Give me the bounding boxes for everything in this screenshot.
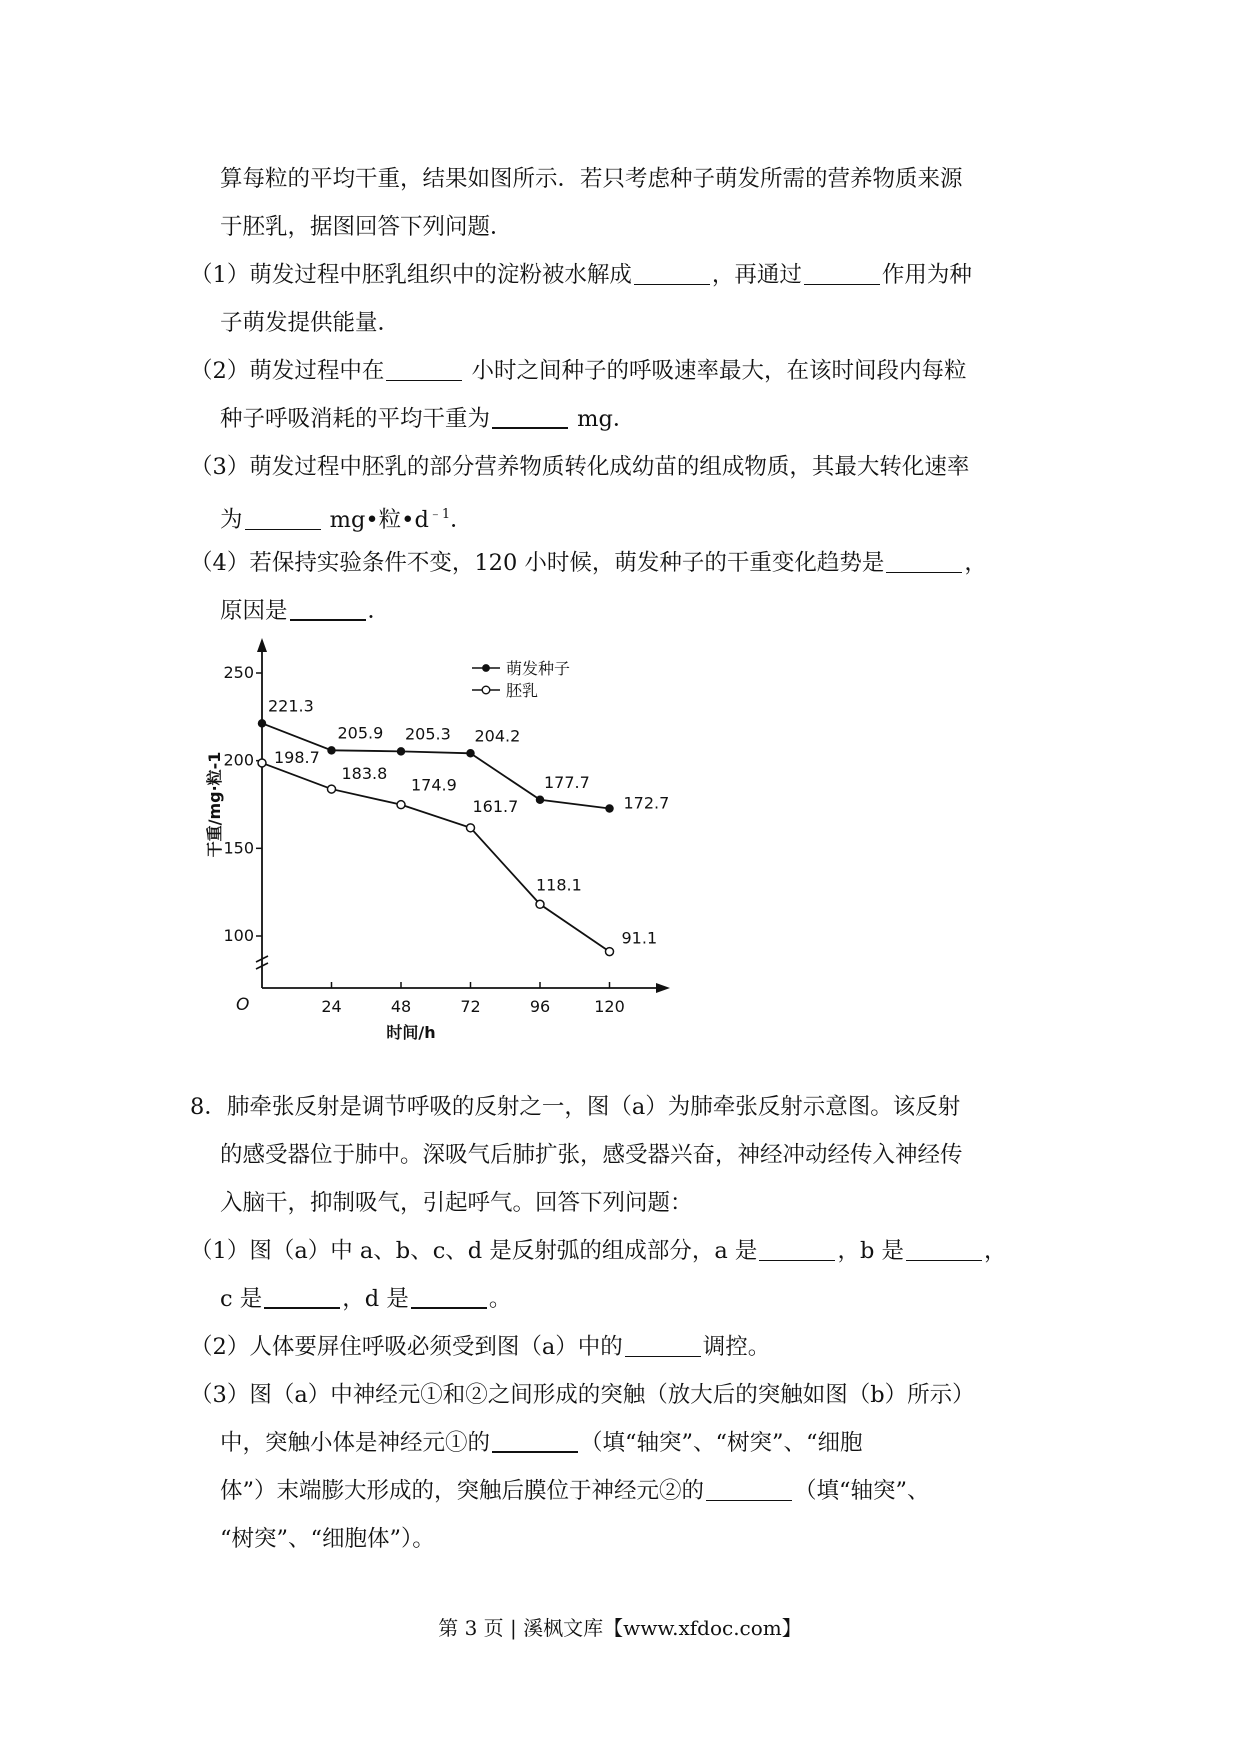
y-tick-label: 150 bbox=[223, 838, 254, 858]
data-label: 161.7 bbox=[472, 796, 519, 816]
text-line: 为 mg•粒$•d^{﹣1}$． bbox=[220, 507, 473, 533]
y-tick-label: 250 bbox=[223, 663, 254, 682]
data-point bbox=[397, 801, 405, 809]
answer-blank[interactable] bbox=[906, 1240, 982, 1261]
answer-blank[interactable] bbox=[625, 1336, 701, 1357]
text-line: “树突”、“细胞体”）。 bbox=[220, 1526, 435, 1552]
data-point bbox=[467, 750, 474, 757]
question-3: （3）萌发过程中胚乳的部分营养物质转化成幼苗的组成物质，其最大转化速率 bbox=[190, 454, 970, 480]
answer-blank[interactable] bbox=[804, 264, 880, 285]
superscript: ﹣1 bbox=[428, 507, 451, 522]
question-2: （2）萌发过程中在 小时之间种子的呼吸速率最大，在该时间段内每粒 bbox=[190, 358, 967, 384]
y-axis-label: 干重/mg·粒-1 bbox=[205, 751, 224, 858]
text-line: 中，突触小体是神经元①的 （填“轴突”、“树突”、“细胞 bbox=[220, 1430, 863, 1456]
data-label: 198.7 bbox=[274, 747, 320, 767]
x-axis-arrow bbox=[656, 983, 670, 993]
origin-label: O bbox=[236, 995, 250, 1015]
question-4: （4）若保持实验条件不变，120 小时候，萌发种子的干重变化趋势是 ， bbox=[190, 550, 987, 576]
data-label: 172.7 bbox=[623, 793, 670, 813]
question-1: （1）萌发过程中胚乳组织中的淀粉被水解成 ，再通过 作用为种 bbox=[190, 262, 972, 288]
x-axis-label: 时间/h bbox=[386, 1023, 436, 1042]
chart-axes bbox=[256, 638, 670, 993]
data-label: 174.9 bbox=[411, 775, 457, 795]
data-label: 205.9 bbox=[337, 723, 384, 743]
y-axis-arrow bbox=[257, 638, 267, 652]
x-tick-label: 96 bbox=[529, 997, 551, 1016]
answer-blank[interactable] bbox=[264, 1287, 340, 1309]
text-line: c 是 ，d 是 。 bbox=[220, 1286, 512, 1312]
data-point bbox=[328, 785, 336, 793]
question-8-1: （1）图（a）中 a、b、c、d 是反射弧的组成部分，a 是 ，b 是 ， bbox=[190, 1238, 1007, 1264]
data-label: 91.1 bbox=[621, 928, 658, 948]
text-line: 子萌发提供能量． bbox=[220, 310, 401, 336]
y-tick-label: 100 bbox=[223, 926, 254, 945]
answer-blank[interactable] bbox=[634, 264, 710, 285]
chart-data-labels bbox=[268, 696, 669, 947]
x-tick-label: 24 bbox=[321, 997, 342, 1016]
data-point bbox=[606, 948, 614, 956]
data-point bbox=[328, 747, 335, 754]
answer-blank[interactable] bbox=[411, 1287, 487, 1309]
data-label: 204.2 bbox=[474, 726, 521, 746]
x-tick-label: 120 bbox=[594, 997, 625, 1016]
legend-marker bbox=[482, 686, 490, 694]
answer-blank[interactable] bbox=[886, 552, 962, 573]
text-line: 算每粒的平均干重，结果如图所示．若只考虑种子萌发所需的营养物质来源 bbox=[220, 166, 963, 192]
text-line: 入脑干，抑制吸气，引起呼气。回答下列问题： bbox=[220, 1190, 693, 1216]
question-8-2: （2）人体要屏住呼吸必须受到图（a）中的 调控。 bbox=[190, 1334, 771, 1360]
answer-blank[interactable] bbox=[492, 407, 568, 429]
chart-legend bbox=[472, 659, 570, 700]
answer-blank[interactable] bbox=[706, 1480, 792, 1501]
text-line: 种子呼吸消耗的平均干重为 mg． bbox=[220, 406, 636, 432]
answer-blank[interactable] bbox=[290, 599, 366, 621]
data-label: 221.3 bbox=[268, 696, 314, 716]
chart-ticks bbox=[223, 663, 624, 1016]
legend-marker bbox=[483, 665, 489, 671]
answer-blank[interactable] bbox=[245, 509, 321, 530]
data-point bbox=[467, 824, 475, 832]
data-label: 118.1 bbox=[536, 875, 582, 895]
data-point bbox=[259, 720, 266, 727]
legend-label: 萌发种子 bbox=[506, 659, 571, 678]
y-tick-label: 200 bbox=[223, 750, 254, 770]
text-line: 原因是 ． bbox=[220, 598, 391, 624]
data-label: 205.3 bbox=[405, 724, 451, 744]
question-8: 8．肺牵张反射是调节呼吸的反射之一，图（a）为肺牵张反射示意图。该反射 bbox=[190, 1094, 961, 1120]
answer-blank[interactable] bbox=[386, 360, 462, 381]
data-point bbox=[606, 805, 613, 812]
x-tick-label: 72 bbox=[460, 997, 481, 1016]
legend-label: 胚乳 bbox=[506, 681, 539, 700]
data-point bbox=[398, 748, 405, 755]
data-point bbox=[536, 900, 544, 908]
data-label: 177.7 bbox=[544, 772, 590, 792]
text-line: 的感受器位于肺中。深吸气后肺扩张，感受器兴奋，神经冲动经传入神经传 bbox=[220, 1142, 963, 1168]
text-line: 体”）末端膨大形成的，突触后膜位于神经元②的 （填“轴突”、 bbox=[220, 1478, 930, 1504]
x-tick-label: 48 bbox=[390, 997, 412, 1016]
data-point bbox=[537, 796, 544, 803]
dry-weight-line-chart bbox=[190, 630, 710, 1050]
text-line: 于胚乳，据图回答下列问题． bbox=[220, 214, 513, 240]
data-point bbox=[258, 759, 266, 767]
question-8-3: （3）图（a）中神经元①和②之间形成的突触（放大后的突触如图（b）所示） bbox=[190, 1382, 975, 1408]
data-label: 183.8 bbox=[341, 764, 388, 784]
page-footer: 第 3 页 | 溪枫文库【www.xfdoc.com】 bbox=[438, 1616, 802, 1640]
answer-blank[interactable] bbox=[492, 1431, 578, 1453]
answer-blank[interactable] bbox=[759, 1240, 835, 1261]
